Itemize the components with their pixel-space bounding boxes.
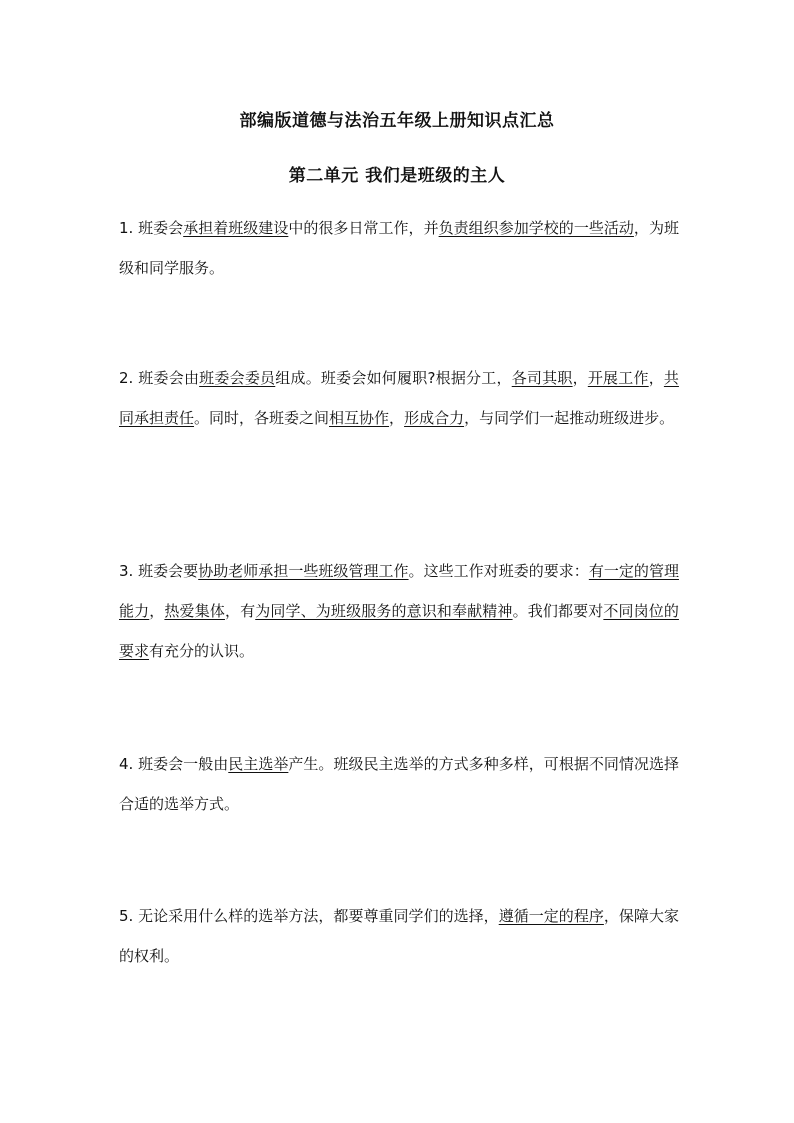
paragraph-text: 组成。班委会如何履职?根据分工，: [275, 369, 512, 387]
underlined-key-phrase: 形成合力: [404, 409, 465, 427]
underlined-key-phrase: 为同学、为班级服务的意识和奉献精神: [255, 602, 513, 620]
underlined-key-phrase: 承担着班级建设: [183, 219, 289, 237]
paragraph-text: ，: [389, 409, 405, 427]
underlined-key-phrase: 民主选举: [228, 755, 289, 773]
underlined-key-phrase: 开展工作: [587, 369, 649, 387]
paragraph-text: 有充分的认识。: [149, 642, 255, 660]
paragraph-text: 4. 班委会一般由: [119, 755, 229, 773]
paragraph-text: ，: [572, 369, 588, 387]
underlined-key-phrase: 负责组织参加学校的一些活动: [438, 219, 634, 237]
paragraph-text: ，: [149, 602, 165, 620]
paragraph-4: [119, 744, 679, 824]
paragraph-text: 中的很多日常工作，并: [288, 219, 439, 237]
paragraph-text: 。我们都要对: [512, 602, 604, 620]
paragraph-3: [119, 551, 679, 671]
underlined-key-phrase: 不同岗位的要求: [119, 602, 679, 660]
paragraph-1: [119, 208, 679, 288]
underlined-key-phrase: 各司其职: [511, 369, 573, 387]
underlined-key-phrase: 有一定的管理能力: [119, 562, 679, 620]
paragraph-text: ，保障大家的权利。: [119, 907, 679, 965]
paragraph-text: ，为班级和同学服务。: [119, 219, 679, 277]
paragraph-text: 。这些工作对班委的要求：: [408, 562, 589, 580]
paragraph-text: ，与同学们一起推动班级进步。: [464, 409, 675, 427]
paragraph-text: ，: [648, 369, 664, 387]
unit-heading: 第二单元 我们是班级的主人: [288, 166, 506, 186]
paragraph-5: [119, 896, 679, 976]
document-title: 部编版道德与法治五年级上册知识点汇总: [239, 111, 555, 131]
paragraph-2: [119, 358, 679, 438]
paragraph-text: 1. 班委会: [119, 219, 184, 237]
underlined-key-phrase: 协助老师承担一些班级管理工作: [198, 562, 409, 580]
paragraph-text: 产生。班级民主选举的方式多种多样，可根据不同情况选择合适的选举方式。: [119, 755, 679, 813]
paragraph-text: 。同时，各班委之间: [194, 409, 330, 427]
underlined-key-phrase: 共同承担责任: [119, 369, 679, 427]
paragraph-text: 3. 班委会要: [119, 562, 199, 580]
paragraph-text: 5. 无论采用什么样的选举方法，都要尊重同学们的选择，: [119, 907, 499, 925]
underlined-key-phrase: 班委会委员: [199, 369, 276, 387]
underlined-key-phrase: 热爱集体: [164, 602, 225, 620]
underlined-key-phrase: 相互协作: [329, 409, 390, 427]
paragraph-text: ，有: [224, 602, 256, 620]
underlined-key-phrase: 遵循一定的程序: [498, 907, 604, 925]
paragraph-text: 2. 班委会由: [119, 369, 200, 387]
